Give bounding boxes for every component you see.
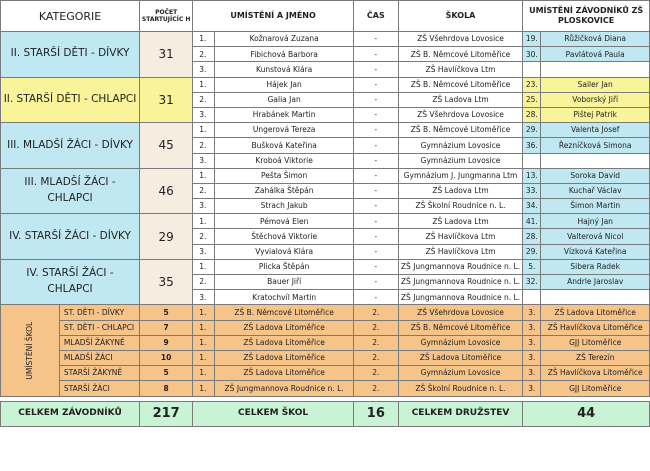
school-count: 7 bbox=[140, 320, 193, 335]
race-time: - bbox=[353, 259, 398, 274]
place-number: 2. bbox=[193, 183, 215, 198]
place-number: 3. bbox=[193, 153, 215, 168]
ploskovice-rank: 41. bbox=[523, 214, 541, 229]
third-place-school: ZŠ Havlíčkova Litoměřice bbox=[541, 366, 650, 381]
first-place-number: 1. bbox=[193, 320, 215, 335]
header-school: ŠKOLA bbox=[398, 1, 522, 32]
school-category: STARŠÍ ŽÁCI bbox=[59, 381, 139, 396]
race-time: - bbox=[353, 47, 398, 62]
ploskovice-rank: 29. bbox=[523, 244, 541, 259]
first-place-school: ZŠ Ladova Litoměřice bbox=[215, 320, 354, 335]
racer-name: Ungerová Tereza bbox=[215, 123, 354, 138]
ploskovice-rank: 36. bbox=[523, 138, 541, 153]
ploskovice-racer: Řezníčková Simona bbox=[541, 138, 650, 153]
school-name: Gymnázium Lovosice bbox=[398, 153, 522, 168]
racer-name: Kratochvíl Martin bbox=[215, 290, 354, 305]
school-name: ZŠ Školní Roudnice n. L. bbox=[398, 199, 522, 214]
table-row bbox=[1, 32, 650, 47]
ploskovice-racer: Pavlátová Paula bbox=[541, 47, 650, 62]
ploskovice-racer: Sailer Jan bbox=[541, 77, 650, 92]
school-name: ZŠ Ladova Ltm bbox=[398, 92, 522, 107]
place-number: 3. bbox=[193, 290, 215, 305]
third-place-school: GJJ Litoměřice bbox=[541, 381, 650, 396]
school-name: ZŠ Havlíčkova Ltm bbox=[398, 244, 522, 259]
starter-count: 29 bbox=[140, 214, 193, 260]
place-number: 2. bbox=[193, 47, 215, 62]
first-place-number: 1. bbox=[193, 366, 215, 381]
school-name: ZŠ Havlíčkova Ltm bbox=[398, 229, 522, 244]
race-time: - bbox=[353, 290, 398, 305]
place-number: 3. bbox=[193, 62, 215, 77]
place-number: 1. bbox=[193, 168, 215, 183]
second-place-number: 2. bbox=[353, 335, 398, 350]
ploskovice-racer: Voborský Jiří bbox=[541, 92, 650, 107]
school-ranking-row bbox=[1, 305, 650, 320]
place-number: 2. bbox=[193, 229, 215, 244]
first-place-school: ZŠ Ladova Litoměřice bbox=[215, 366, 354, 381]
race-time: - bbox=[353, 244, 398, 259]
third-place-number: 3. bbox=[523, 381, 541, 396]
total-racers-value: 217 bbox=[140, 401, 193, 426]
race-time: - bbox=[353, 183, 398, 198]
ploskovice-racer: Šimon Martin bbox=[541, 199, 650, 214]
racer-name: Pešta Šimon bbox=[215, 168, 354, 183]
race-time: - bbox=[353, 123, 398, 138]
race-time: - bbox=[353, 199, 398, 214]
ploskovice-rank bbox=[523, 153, 541, 168]
school-ranking-row bbox=[1, 366, 650, 381]
second-place-number: 2. bbox=[353, 320, 398, 335]
header-ploskovice: UMÍSTĚNÍ ZÁVODNÍKŮ ZŠ PLOSKOVICE bbox=[523, 1, 650, 32]
third-place-number: 3. bbox=[523, 320, 541, 335]
ploskovice-rank: 25. bbox=[523, 92, 541, 107]
racer-name: Bauer Jiří bbox=[215, 275, 354, 290]
category-label: IV. STARŠÍ ŽÁCI - CHLAPCI bbox=[1, 259, 140, 305]
race-time: - bbox=[353, 229, 398, 244]
third-place-school: GJJ Litoměřice bbox=[541, 335, 650, 350]
first-place-school: ZŠ B. Němcové Litoměřice bbox=[215, 305, 354, 320]
racer-name: Hájek Jan bbox=[215, 77, 354, 92]
ploskovice-racer bbox=[541, 153, 650, 168]
school-name: ZŠ Všehrdova Lovosice bbox=[398, 107, 522, 122]
header-time: ČAS bbox=[353, 1, 398, 32]
header-kategorie: KATEGORIE bbox=[1, 1, 140, 32]
school-name: Gymnázium Lovosice bbox=[398, 138, 522, 153]
total-teams-value: 44 bbox=[523, 401, 650, 426]
table-row bbox=[1, 168, 650, 183]
header-placement: UMÍSTĚNÍ A JMÉNO bbox=[193, 1, 354, 32]
table-row bbox=[1, 259, 650, 274]
ploskovice-rank: 23. bbox=[523, 77, 541, 92]
second-place-school: ZŠ Školní Roudnice n. L. bbox=[398, 381, 522, 396]
racer-name: Vyvialová Klára bbox=[215, 244, 354, 259]
ploskovice-racer: Soroka David bbox=[541, 168, 650, 183]
second-place-school: ZŠ Ladova Litoměřice bbox=[398, 350, 522, 365]
racer-name: Pémová Elen bbox=[215, 214, 354, 229]
ploskovice-rank: 19. bbox=[523, 32, 541, 47]
school-ranking-side-label bbox=[1, 305, 60, 396]
category-label: IV. STARŠÍ ŽÁCI - DÍVKY bbox=[1, 214, 140, 260]
school-name: ZŠ Havlíčkova Ltm bbox=[398, 62, 522, 77]
school-name: ZŠ Všehrdova Lovosice bbox=[398, 32, 522, 47]
category-label: III. MLADŠÍ ŽÁCI - CHLAPCI bbox=[1, 168, 140, 214]
school-name: Gymnázium J. Jungmanna Ltm bbox=[398, 168, 522, 183]
ploskovice-racer: Valterová Nicol bbox=[541, 229, 650, 244]
ploskovice-racer bbox=[541, 290, 650, 305]
racer-name: Zahálka Štěpán bbox=[215, 183, 354, 198]
third-place-school: ZŠ Terezín bbox=[541, 350, 650, 365]
third-place-school: ZŠ Ladova Litoměřice bbox=[541, 305, 650, 320]
third-place-number: 3. bbox=[523, 366, 541, 381]
place-number: 1. bbox=[193, 123, 215, 138]
school-ranking-row bbox=[1, 350, 650, 365]
second-place-school: Gymnázium Lovosice bbox=[398, 366, 522, 381]
ploskovice-rank: 29. bbox=[523, 123, 541, 138]
ploskovice-rank: 32. bbox=[523, 275, 541, 290]
school-name: ZŠ Jungmannova Roudnice n. L. bbox=[398, 275, 522, 290]
school-ranking-row bbox=[1, 335, 650, 350]
place-number: 3. bbox=[193, 244, 215, 259]
race-time: - bbox=[353, 153, 398, 168]
school-category: MLADŠÍ ŽÁCI bbox=[59, 350, 139, 365]
race-time: - bbox=[353, 92, 398, 107]
ploskovice-rank: 33. bbox=[523, 183, 541, 198]
second-place-number: 2. bbox=[353, 381, 398, 396]
ploskovice-racer: Vízková Kateřina bbox=[541, 244, 650, 259]
race-time: - bbox=[353, 138, 398, 153]
ploskovice-racer bbox=[541, 62, 650, 77]
second-place-school: Gymnázium Lovosice bbox=[398, 335, 522, 350]
school-ranking-row bbox=[1, 320, 650, 335]
ploskovice-racer: Andrle Jaroslav bbox=[541, 275, 650, 290]
second-place-school: ZŠ B. Němcové Litoměřice bbox=[398, 320, 522, 335]
racer-name: Kožnarová Zuzana bbox=[215, 32, 354, 47]
school-count: 5 bbox=[140, 366, 193, 381]
school-name: ZŠ Jungmannova Roudnice n. L. bbox=[398, 259, 522, 274]
race-time: - bbox=[353, 32, 398, 47]
racer-name: Hrabánek Martin bbox=[215, 107, 354, 122]
header-row bbox=[1, 1, 650, 32]
school-name: ZŠ Jungmannova Roudnice n. L. bbox=[398, 290, 522, 305]
school-name: ZŠ B. Němcové Litoměřice bbox=[398, 123, 522, 138]
first-place-number: 1. bbox=[193, 350, 215, 365]
starter-count: 45 bbox=[140, 123, 193, 169]
total-racers-label: CELKEM ZÁVODNÍKŮ bbox=[1, 401, 140, 426]
totals-row bbox=[1, 401, 650, 426]
place-number: 2. bbox=[193, 138, 215, 153]
racer-name: Plicka Štěpán bbox=[215, 259, 354, 274]
place-number: 3. bbox=[193, 199, 215, 214]
place-number: 2. bbox=[193, 275, 215, 290]
race-time: - bbox=[353, 275, 398, 290]
race-time: - bbox=[353, 168, 398, 183]
school-name: ZŠ Ladova Ltm bbox=[398, 183, 522, 198]
place-number: 2. bbox=[193, 92, 215, 107]
race-time: - bbox=[353, 77, 398, 92]
school-category: ST. DĚTI - CHLAPCI bbox=[59, 320, 139, 335]
first-place-number: 1. bbox=[193, 305, 215, 320]
ploskovice-racer: Hajný Jan bbox=[541, 214, 650, 229]
first-place-school: ZŠ Ladova Litoměřice bbox=[215, 335, 354, 350]
second-place-number: 2. bbox=[353, 305, 398, 320]
racer-name: Štěchová Viktorie bbox=[215, 229, 354, 244]
racer-name: Strach Jakub bbox=[215, 199, 354, 214]
racer-name: Fibichová Barbora bbox=[215, 47, 354, 62]
ploskovice-rank: 5. bbox=[523, 259, 541, 274]
first-place-school: ZŠ Jungmannova Roudnice n. L. bbox=[215, 381, 354, 396]
ploskovice-rank bbox=[523, 290, 541, 305]
ploskovice-rank bbox=[523, 62, 541, 77]
third-place-school: ZŠ Havlíčkova Litoměřice bbox=[541, 320, 650, 335]
header-count: POČET STARTUJÍCÍC H bbox=[140, 1, 193, 32]
third-place-number: 3. bbox=[523, 350, 541, 365]
ploskovice-rank: 30. bbox=[523, 47, 541, 62]
place-number: 1. bbox=[193, 214, 215, 229]
school-name: ZŠ B. Němcové Litoměřice bbox=[398, 47, 522, 62]
starter-count: 46 bbox=[140, 168, 193, 214]
race-time: - bbox=[353, 214, 398, 229]
category-label: III. MLADŠÍ ŽÁCI - DÍVKY bbox=[1, 123, 140, 169]
table-row bbox=[1, 214, 650, 229]
school-count: 5 bbox=[140, 305, 193, 320]
first-place-number: 1. bbox=[193, 381, 215, 396]
ploskovice-racer: Kuchař Václav bbox=[541, 183, 650, 198]
ploskovice-rank: 28. bbox=[523, 229, 541, 244]
total-teams-label: CELKEM DRUŽSTEV bbox=[398, 401, 522, 426]
starter-count: 31 bbox=[140, 32, 193, 78]
school-category: ST. DĚTI - DÍVKY bbox=[59, 305, 139, 320]
school-category: MLADŠÍ ŽÁKYNĚ bbox=[59, 335, 139, 350]
ploskovice-rank: 34. bbox=[523, 199, 541, 214]
second-place-school: ZŠ Všehrdova Lovosice bbox=[398, 305, 522, 320]
school-category: STARŠÍ ŽÁKYNĚ bbox=[59, 366, 139, 381]
ploskovice-rank: 13. bbox=[523, 168, 541, 183]
ploskovice-racer: Valenta Josef bbox=[541, 123, 650, 138]
total-schools-label: CELKEM ŠKOL bbox=[193, 401, 354, 426]
starter-count: 31 bbox=[140, 77, 193, 123]
ploskovice-racer: Růžičková Diana bbox=[541, 32, 650, 47]
place-number: 1. bbox=[193, 259, 215, 274]
racer-name: Kunstová Klára bbox=[215, 62, 354, 77]
first-place-number: 1. bbox=[193, 335, 215, 350]
school-ranking-side-text: UMÍSTĚNÍ ŠKOL bbox=[25, 321, 35, 380]
place-number: 3. bbox=[193, 107, 215, 122]
ploskovice-rank: 28. bbox=[523, 107, 541, 122]
second-place-number: 2. bbox=[353, 366, 398, 381]
race-time: - bbox=[353, 62, 398, 77]
first-place-school: ZŠ Ladova Litoměřice bbox=[215, 350, 354, 365]
table-row bbox=[1, 77, 650, 92]
table-row bbox=[1, 123, 650, 138]
total-schools-value: 16 bbox=[353, 401, 398, 426]
starter-count: 35 bbox=[140, 259, 193, 305]
place-number: 1. bbox=[193, 32, 215, 47]
race-time: - bbox=[353, 107, 398, 122]
racer-name: Galia Jan bbox=[215, 92, 354, 107]
ploskovice-racer: Pištej Patrik bbox=[541, 107, 650, 122]
school-name: ZŠ B. Němcové Litoměřice bbox=[398, 77, 522, 92]
place-number: 1. bbox=[193, 77, 215, 92]
ploskovice-racer: Sibera Radek bbox=[541, 259, 650, 274]
category-label: II. STARŠÍ DĚTI - DÍVKY bbox=[1, 32, 140, 78]
racer-name: Bušková Kateřina bbox=[215, 138, 354, 153]
second-place-number: 2. bbox=[353, 350, 398, 365]
racer-name: Kroboá Viktorie bbox=[215, 153, 354, 168]
school-name: ZŠ Ladova Ltm bbox=[398, 214, 522, 229]
school-count: 10 bbox=[140, 350, 193, 365]
third-place-number: 3. bbox=[523, 335, 541, 350]
third-place-number: 3. bbox=[523, 305, 541, 320]
school-count: 8 bbox=[140, 381, 193, 396]
school-count: 9 bbox=[140, 335, 193, 350]
school-ranking-row bbox=[1, 381, 650, 396]
category-label: II. STARŠÍ DĚTI - CHLAPCI bbox=[1, 77, 140, 123]
